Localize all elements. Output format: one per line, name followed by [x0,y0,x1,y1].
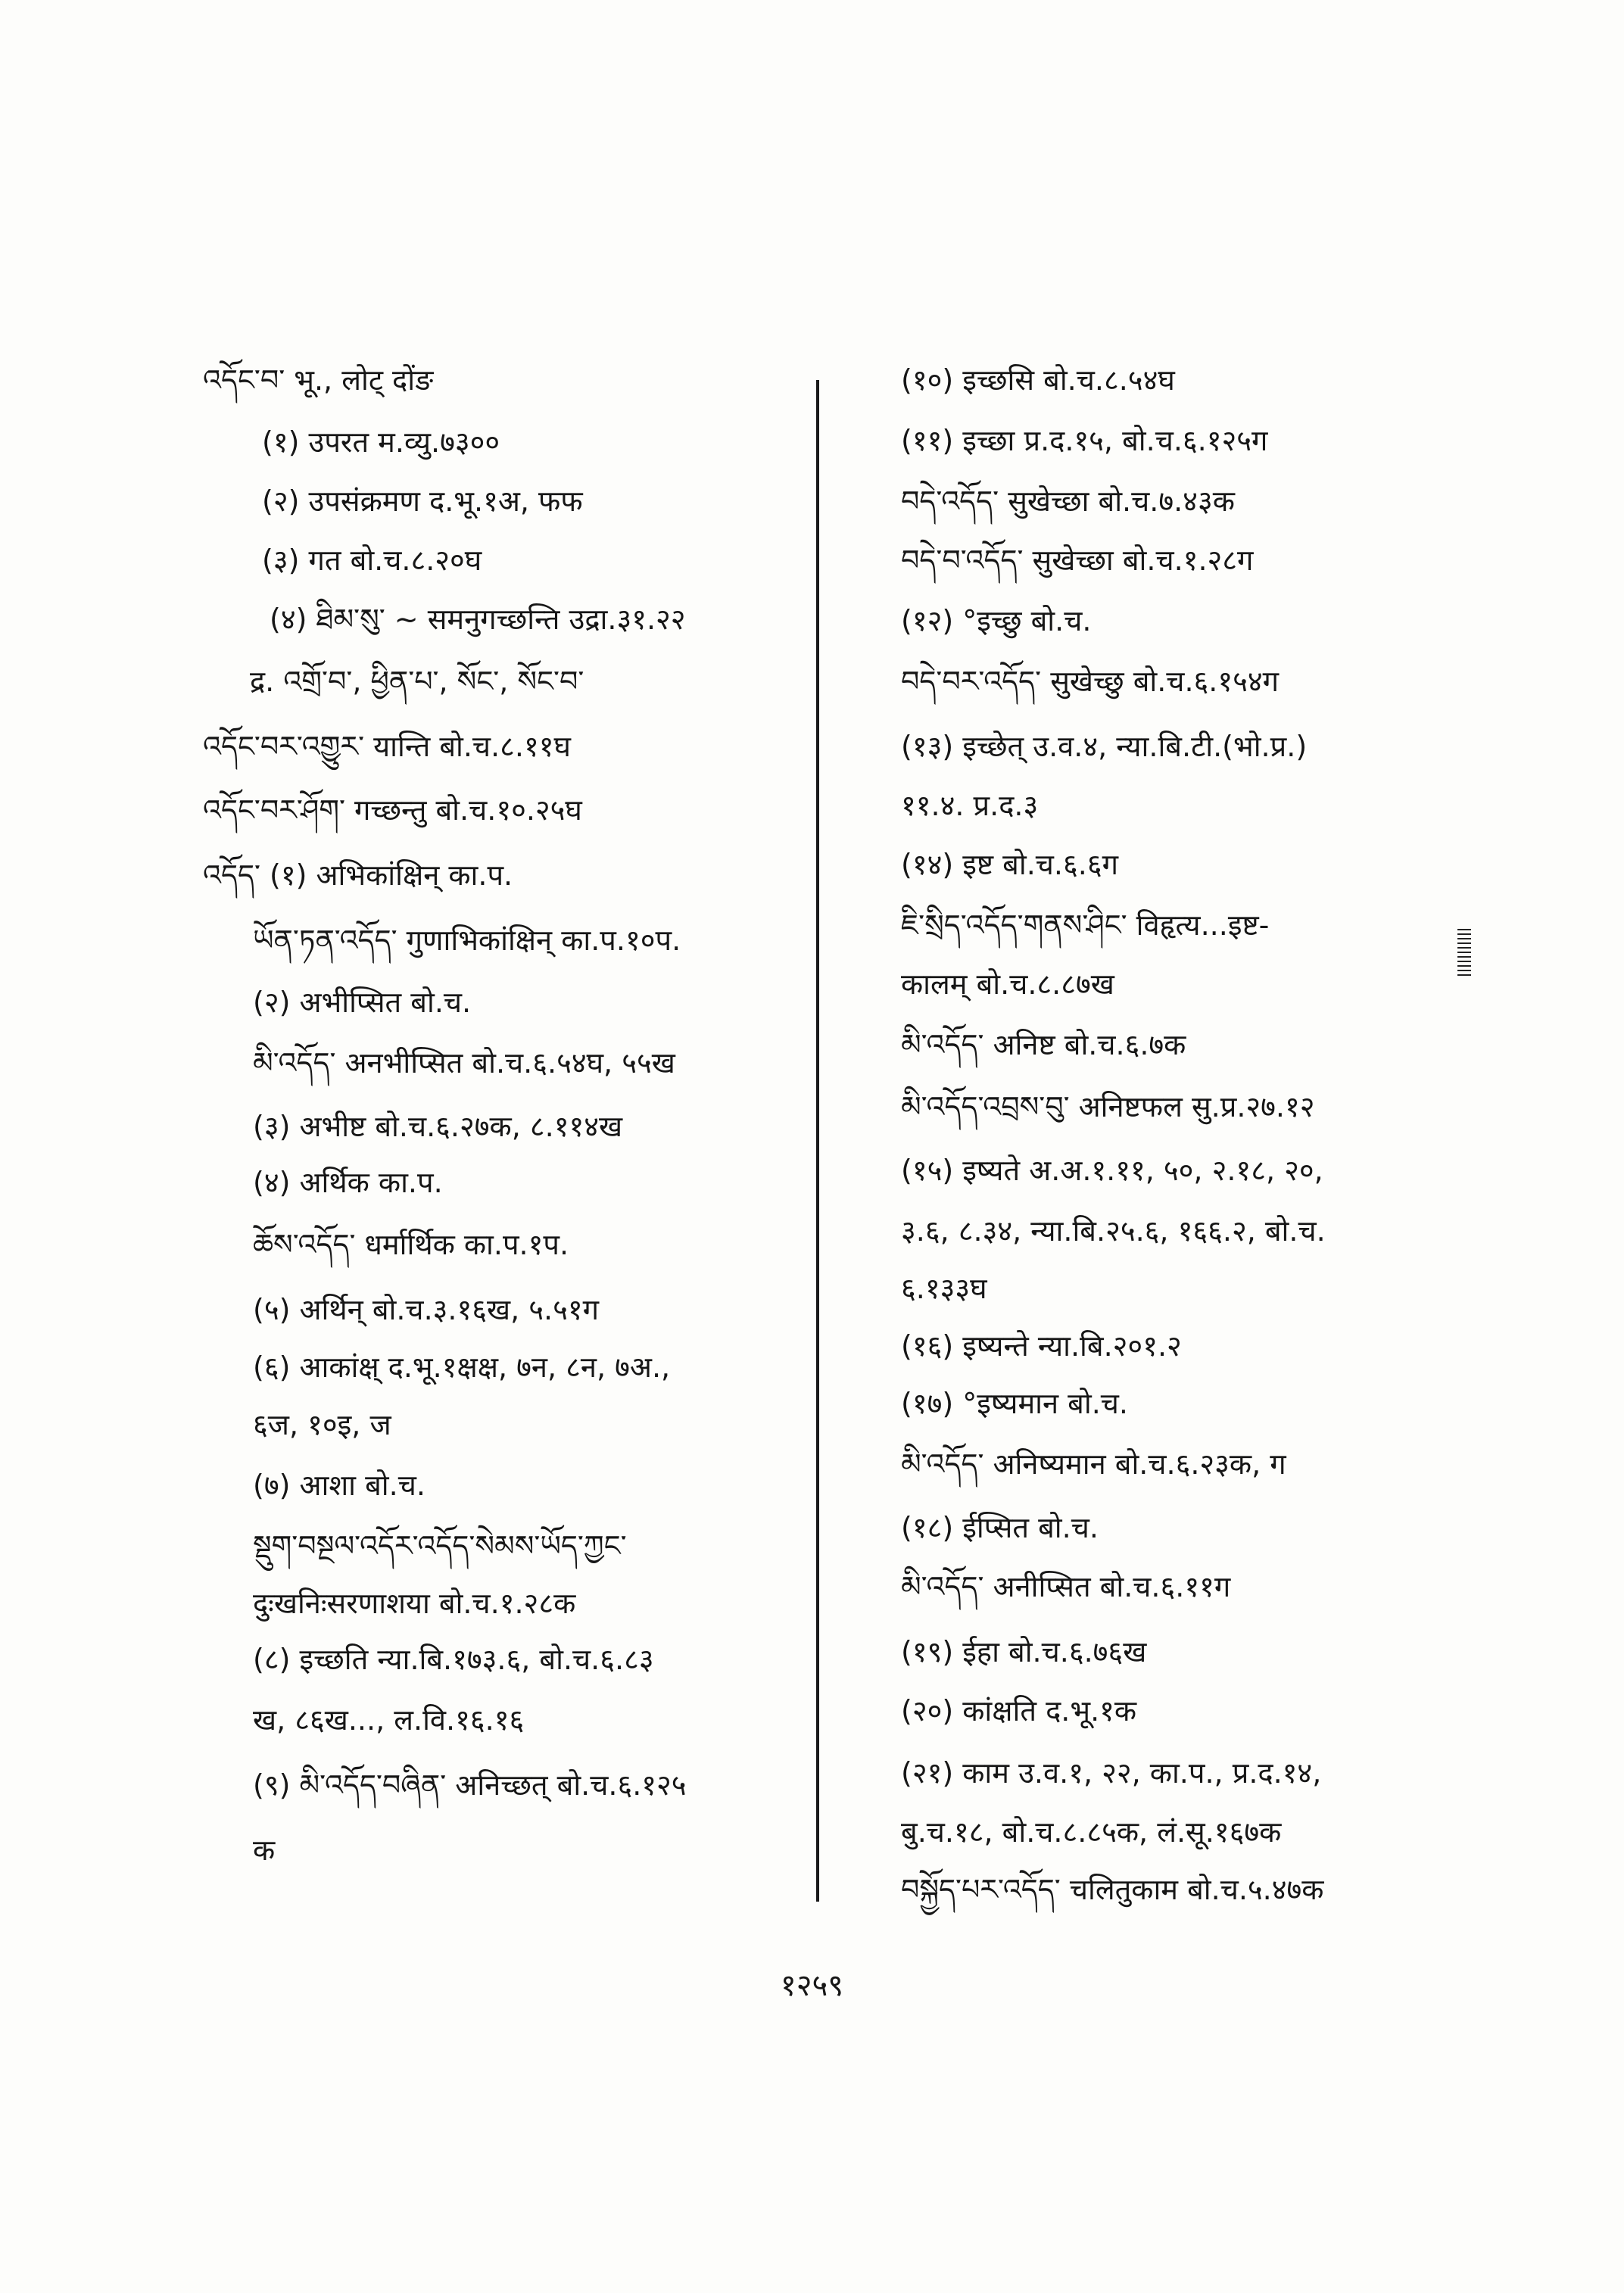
sense-line: (१२) °इच्छु बो.च. [901,604,1092,637]
continuation-line: ६ज, १०इ, ज [253,1408,391,1441]
continuation-line: दुःखनिःसरणाशया बो.च.१.२८क [253,1587,576,1620]
example-line: མི་འདོད་ अनिष्ट बो.च.६.७क [901,1028,1186,1061]
example-line: བསྐྱོད་པར་འདོད་ चलितुकाम बो.च.५.४७क [901,1873,1324,1906]
sense-line: (४) अर्थिक का.प. [253,1166,443,1199]
sense-line: (३) अभीष्ट बो.च.६.२७क, ८.११४ख [253,1110,623,1143]
sense-line: (१४) इष्ट बो.च.६.६ग [901,848,1119,881]
continuation-line: ३.६, ८.३४, न्या.बि.२५.६, १६६.२, बो.च. [901,1214,1326,1248]
sense-line: (९) མི་འདོད་བཞིན་ अनिच्छत् बो.च.६.१२५ [253,1768,687,1802]
example-line: བདེ་འདོད་ सुखेच्छा बो.च.७.४३क [901,484,1235,518]
entry-headword: འདོད་ (१) अभिकांक्षिन् का.प. [203,858,513,892]
example-line: བདེ་བར་འདོད་ सुखेच्छु बो.च.६.१५४ग [901,665,1280,698]
example-line: མི་འདོད་ अनभीप्सित बो.च.६.५४घ, ५५ख [253,1046,675,1080]
example-line: སྡུག་བསྔལ་འདོར་འདོད་སེམས་ཡོད་ཀྱང་ [253,1529,627,1562]
example-line: མི་འདོད་འབྲས་བུ་ अनिष्टफल सु.प्र.२७.१२ [901,1090,1315,1123]
entry-headword: འདོང་བ་ भू., लोट् दोंङ [203,363,434,397]
sense-line: (१७) °इष्यमान बो.च. [901,1387,1129,1420]
sense-line: (१९) ईहा बो.च.६.७६ख [901,1635,1147,1668]
sense-line: (२) अभीप्सित बो.च. [253,986,472,1019]
continuation-line: कालम् बो.च.८.८७ख [901,967,1114,1001]
entry-headword: འདོང་བར་ཤོག་ गच्छन्तु बो.च.१०.२५घ [203,793,582,827]
continuation-line: ११.४. प्र.द.३ [901,789,1039,822]
sense-line: (१८) ईप्सित बो.च. [901,1511,1099,1544]
continuation-line: बु.च.१८, बो.च.८.८५क, लं.सू.१६७क [901,1815,1282,1849]
sense-line: (६) आकांक्ष् द.भू.१क्षक्ष, ७न, ८न, ७अ., [253,1351,671,1384]
sense-line: (५) अर्थिन् बो.च.३.१६ख, ५.५१ग [253,1293,599,1326]
sense-line: (३) गत बो.च.८.२०घ [262,544,482,577]
example-line: མི་འདོད་ अनिष्यमान बो.च.६.२३क, ग [901,1447,1286,1481]
sense-line: (८) इच्छति न्या.बि.१७३.६, बो.च.६.८३ [253,1643,654,1676]
example-line: མི་འདོད་ अनीप्सित बो.च.६.११ग [901,1570,1231,1603]
sense-line: (७) आशा बो.च. [253,1469,425,1502]
sense-line: (२१) काम उ.व.१, २२, का.प., प्र.द.१४, [901,1756,1322,1790]
continuation-line: ६.१३३घ [901,1272,987,1305]
example-line: ཇི་སྲིད་འདོད་གནས་ཤིང་ विहृत्य...इष्ट- [901,908,1270,942]
entry-headword: འདོང་བར་འགྱུར་ यान्ति बो.च.८.११घ [203,730,571,763]
example-line: ཡོན་ཏན་འདོད་ गुणाभिकांक्षिन् का.प.१०प. [253,924,681,957]
sense-line: (१३) इच्छेत् उ.व.४, न्या.बि.टी.(भो.प्र.) [901,730,1308,763]
page-number: १२५९ [780,1968,844,2003]
sense-line: (१०) इच्छसि बो.च.८.५४घ [901,363,1175,397]
sense-line: (४) ཐིམ་སུ་ ~ समनुगच्छन्ति उद्रा.३१.२२ [270,603,686,636]
sense-line: (२०) कांक्षति द.भू.१क [901,1694,1137,1728]
continuation-line: क [253,1833,276,1867]
example-line: བདེ་བ་འདོད་ सुखेच्छा बो.च.१.२८ग [901,544,1254,577]
sense-line: (१६) इष्यन्ते न्या.बि.२०१.२ [901,1329,1182,1363]
example-line: ཆོས་འདོད་ धर्मार्थिक का.प.१प. [253,1228,569,1261]
column-divider [816,380,819,1902]
margin-tick-mark [1457,929,1471,976]
sense-line: (१) उपरत म.व्यु.७३०० [262,425,500,459]
continuation-line: ख, ८६ख..., ल.वि.१६.१६ [253,1703,525,1737]
cross-reference-line: द्र. འགྲོ་བ་, ཕྱིན་པ་, སོང་, སོང་བ་ [250,665,584,698]
sense-line: (१५) इष्यते अ.अ.१.११, ५०, २.१८, २०, [901,1154,1323,1187]
sense-line: (२) उपसंक्रमण द.भू.१अ, फफ [262,484,583,518]
sense-line: (११) इच्छा प्र.द.१५, बो.च.६.१२५ग [901,424,1268,457]
